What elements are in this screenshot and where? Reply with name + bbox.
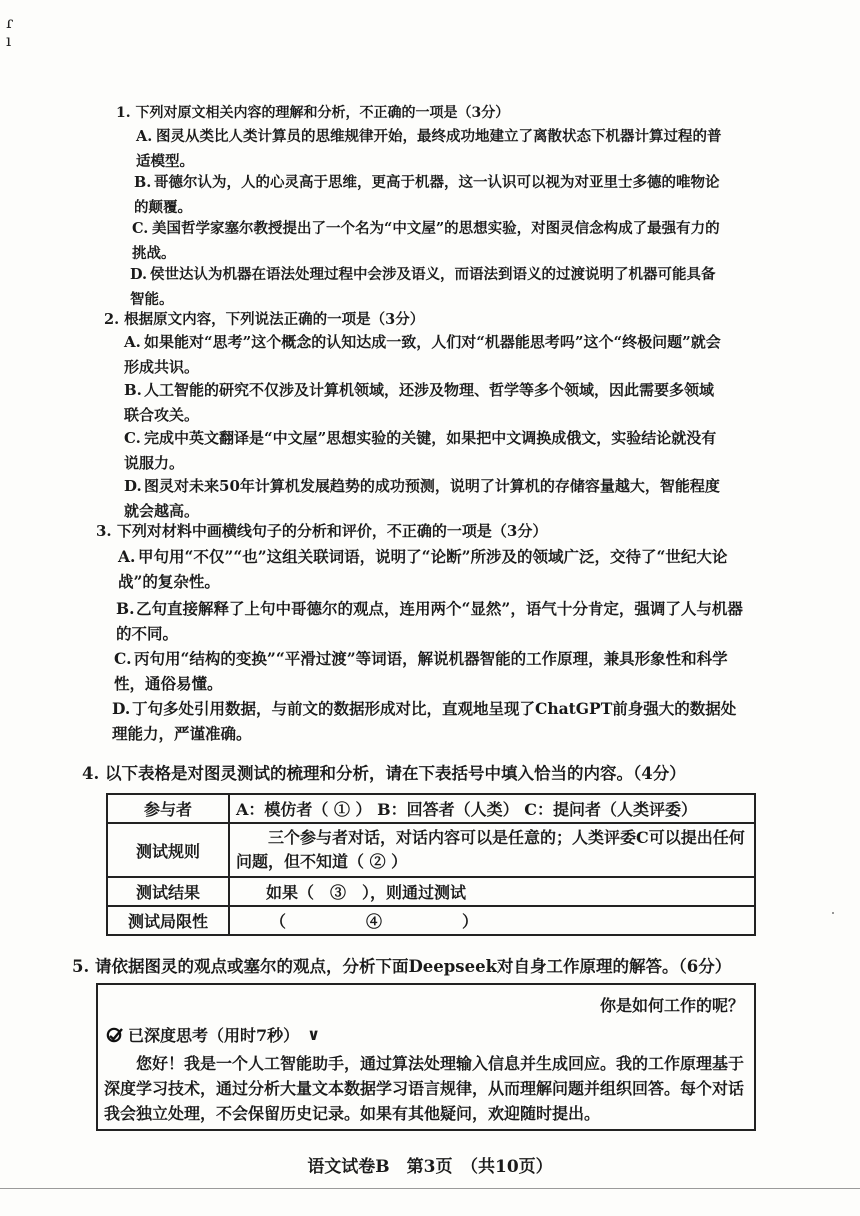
table-content-cell: （ ④ ） <box>229 906 755 935</box>
deep-think-icon <box>106 1027 124 1043</box>
q2-option-c-text: 完成中英文翻译是“中文屋”思想实验的关键，如果把中文调换成俄文，实验结论就没有说服力。 <box>124 429 717 472</box>
question-1-stem: 1. 下列对原文相关内容的理解和分析，不正确的一项是（3分） <box>116 105 510 121</box>
q1-option-a-text: 图灵从类比人类计算员的思维规律开始，最终成功地建立了离散状态下机器计算过程的普适模型。 <box>136 128 722 170</box>
q1-option-c-letter: C. <box>132 220 149 237</box>
question-5-stem: 5. 请依据图灵的观点或塞尔的观点，分析下面Deepseek对自身工作原理的解答。（6分） <box>72 957 732 976</box>
q1-option-b <box>134 170 722 220</box>
table-content-cell: 三个参与者对话，对话内容可以是任意的；人类评委C可以提出任何问题，但不知道（ ② ） <box>229 823 755 877</box>
q1-option-d-letter: D. <box>130 266 148 283</box>
q2-option-b <box>124 378 728 428</box>
table-head-cell: 测试局限性 <box>107 906 229 935</box>
table-content-cell: A：模仿者（ ① ） B：回答者（人类） C：提问者（人类评委） <box>229 794 755 823</box>
q3-option-d <box>112 696 744 746</box>
table-content-cell: 如果（ ③ ），则通过测试 <box>229 877 755 906</box>
q1-option-a <box>136 124 724 174</box>
q3-option-d-text: 丁句多处引用数据，与前文的数据形成对比，直观地呈现了ChatGPT前身强大的数据处理能力，严谨准确。 <box>112 699 737 743</box>
q2-option-a-text: 如果能对“思考”这个概念的认知达成一致，人们对“机器能思考吗”这个“终极问题”就会形成共识。 <box>124 333 721 376</box>
q2-option-d-letter: D. <box>124 477 142 495</box>
user-question: 你是如何工作的呢？ <box>599 996 744 1015</box>
q3-option-b-text: 乙句直接解释了上句中哥德尔的观点，连用两个“显然”，语气十分肯定，强调了人与机器的不同。 <box>116 599 743 643</box>
q2-option-b-letter: B. <box>124 381 142 399</box>
table-row <box>107 794 755 823</box>
question-2-stem: 2. 根据原文内容，下列说法正确的一项是（3分） <box>104 311 425 328</box>
q1-option-c-text: 美国哲学家塞尔教授提出了一个名为“中文屋”的思想实验，对图灵信念构成了最强有力的挑战。 <box>132 220 720 262</box>
q1-option-d <box>130 262 724 312</box>
deep-thinking-status <box>106 1023 320 1046</box>
q1-option-d-text: 侯世达认为机器在语法处理过程中会涉及语义，而语法到语义的过渡说明了机器可能具备智能。 <box>130 266 716 308</box>
chevron-down-icon[interactable]: ∨ <box>307 1025 321 1044</box>
corner-scan-mark <box>6 14 13 50</box>
q1-option-a-letter: A. <box>136 128 153 145</box>
q2-option-d-text: 图灵对未来50年计算机发展趋势的成功预测，说明了计算机的存储容量越大，智能程度就会越高。 <box>124 477 720 520</box>
q3-option-c-text: 丙句用“结构的变换”“平滑过渡”等词语，解说机器智能的工作原理，兼具形象性和科学性，通俗易懂。 <box>114 649 728 693</box>
footer-divider <box>0 1188 860 1189</box>
deepseek-answer-box <box>96 983 756 1131</box>
corner-mark-2: ı <box>6 31 12 50</box>
q3-option-a <box>118 544 744 594</box>
table-head-cell: 测试规则 <box>107 823 229 877</box>
q3-option-d-letter: D. <box>112 699 131 718</box>
page-footer: 语文试卷B 第3页 （共10页） <box>307 1157 553 1177</box>
corner-mark-1: ɾ <box>6 13 14 32</box>
q3-option-c <box>114 646 744 696</box>
deepseek-answer-text: 您好！我是一个人工智能助手，通过算法处理输入信息并生成回应。我的工作原理基于深度学习技术，通过分析大量文本数据学习语言规律，从而理解问题并组织回答。每个对话我会独立处理，不会保留历史记录。如果有其他疑问，欢迎随时提出。 <box>104 1054 745 1123</box>
q3-option-a-letter: A. <box>118 547 136 566</box>
deep-thinking-label: 已深度思考（用时7秒） <box>128 1026 300 1045</box>
table-head-cell: 参与者 <box>107 794 229 823</box>
q2-option-c <box>124 426 728 476</box>
q2-option-a <box>124 330 728 380</box>
scan-speck <box>832 912 834 914</box>
table-row <box>107 877 755 906</box>
table-row <box>107 906 755 935</box>
question-3-stem: 3. 下列对材料中画横线句子的分析和评价，不正确的一项是（3分） <box>96 522 548 540</box>
q3-option-a-text: 甲句用“不仅”“也”这组关联词语，说明了“论断”所涉及的领域广泛，交待了“世纪大论战”的复杂性。 <box>118 547 728 591</box>
q3-option-b <box>116 596 744 646</box>
table-head-cell: 测试结果 <box>107 877 229 906</box>
q2-option-c-letter: C. <box>124 429 141 447</box>
q1-option-c <box>132 216 724 266</box>
table-row <box>107 823 755 877</box>
q1-option-b-text: 哥德尔认为，人的心灵高于思维，更高于机器，这一认识可以视为对亚里士多德的唯物论的颠覆。 <box>134 174 720 216</box>
turing-test-table <box>106 793 756 936</box>
q1-option-b-letter: B. <box>134 174 152 191</box>
q2-option-a-letter: A. <box>124 333 141 351</box>
question-4-stem: 4. 以下表格是对图灵测试的梳理和分析，请在下表括号中填入恰当的内容。（4分） <box>82 764 686 783</box>
q2-option-d <box>124 474 728 524</box>
q2-option-b-text: 人工智能的研究不仅涉及计算机领域，还涉及物理、哲学等多个领域，因此需要多领域联合攻关。 <box>124 381 715 424</box>
q3-option-b-letter: B. <box>116 599 135 618</box>
q3-option-c-letter: C. <box>114 649 132 668</box>
